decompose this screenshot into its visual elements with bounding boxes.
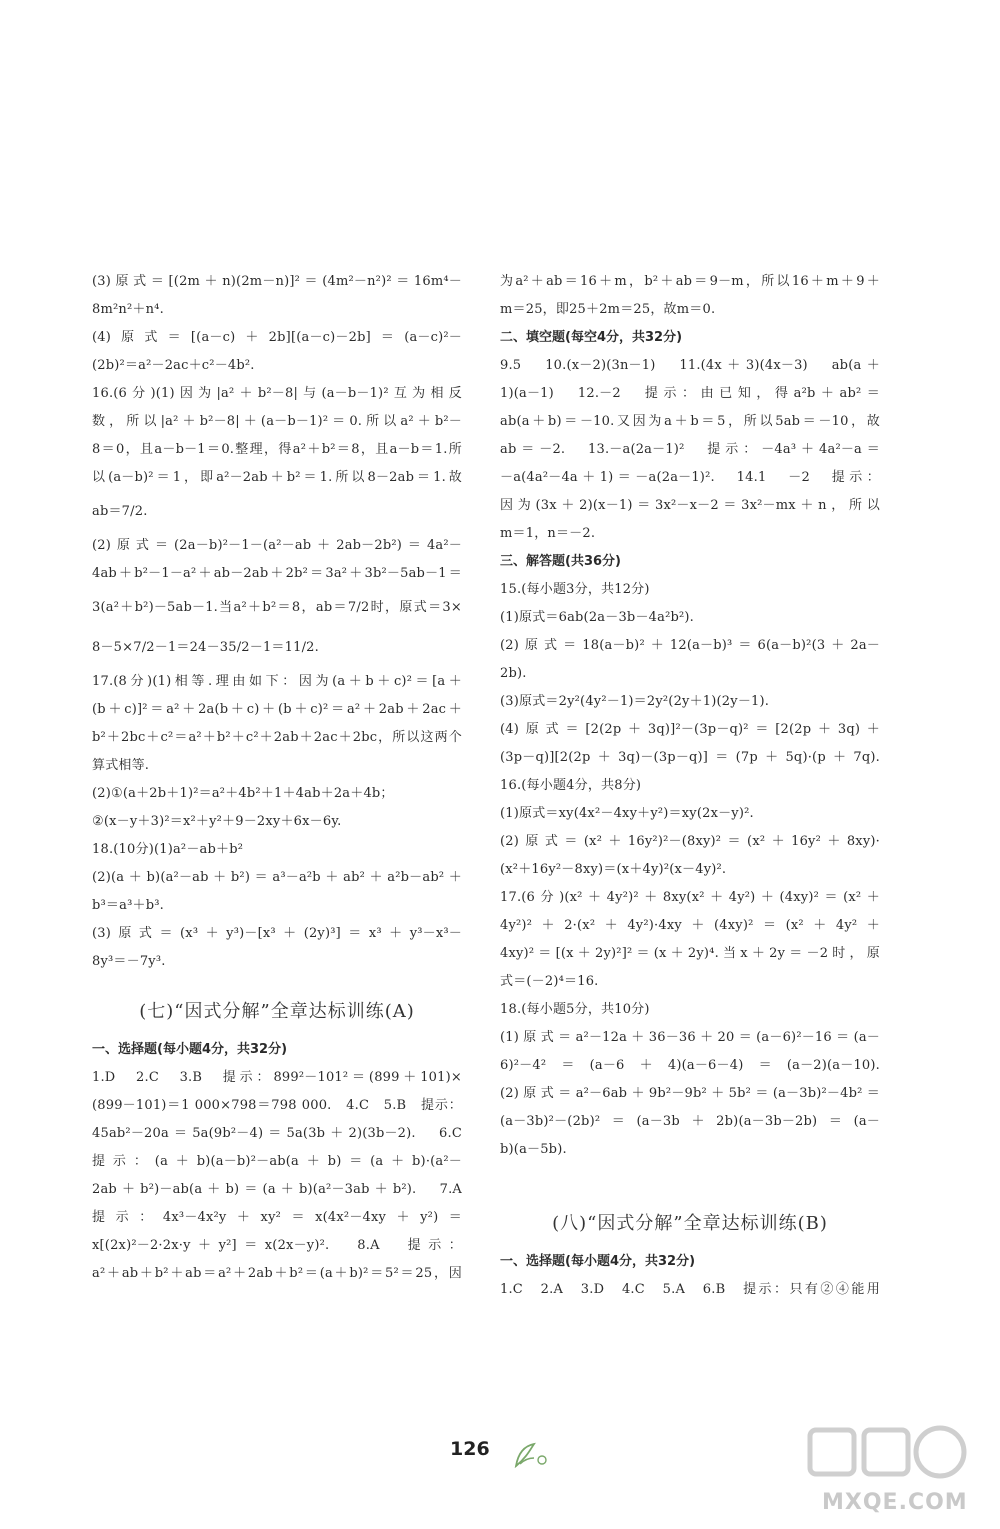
- watermark-text: MXQE.COM: [822, 1490, 968, 1515]
- text-line: (4)原式＝[2(2p＋3q)]²－(3p－q)²＝[2(2p＋3q)＋: [500, 722, 880, 737]
- text-line: (2)原式＝18(a－b)²＋12(a－b)³＝6(a－b)²(3＋2a－: [500, 638, 880, 653]
- text-line: (2)原式＝a²－6ab＋9b²－9b²＋5b²＝(a－3b)²－4b²＝: [500, 1086, 880, 1101]
- text-line: 4xy)²＝[(x＋2y)²]²＝(x＋2y)⁴.当x＋2y＝－2时，原: [500, 946, 880, 961]
- text-line: ab＝－2. 13.－a(2a－1)² 提示：－4a³＋4a²－a＝: [500, 442, 880, 457]
- text-line: 16.(每小题4分，共8分): [500, 778, 642, 793]
- text-line: 16.(6分)(1)因为|a²＋b²－8|与(a－b－1)²互为相反: [92, 386, 462, 401]
- text-line: (2)原式＝(2a－b)²－1－(a²－ab＋2ab－2b²)＝4a²－: [92, 538, 462, 553]
- text-line: 6)²－4²＝(a－6＋4)(a－6－4)＝(a－2)(a－10).: [500, 1058, 880, 1073]
- text-line: b)(a－5b).: [500, 1142, 567, 1157]
- text-line: 8m²n²＋n⁴.: [92, 302, 164, 317]
- left-answer-block-b: [92, 1064, 462, 1288]
- text-line: (a－3b)²－(2b)²＝(a－3b＋2b)(a－3b－2b)＝(a－: [500, 1114, 880, 1129]
- text-line: (4)原式＝[(a－c)＋2b][(a－c)－2b]＝(a－c)²－: [92, 330, 462, 345]
- left-answer-block-a: [92, 268, 462, 976]
- text-line: 8－5×7/2－1＝24－35/2－1＝11/2.: [92, 640, 319, 655]
- text-line: 为a²＋ab＝16＋m，b²＋ab＝9－m，所以16＋m＋9＋: [500, 274, 880, 289]
- right-answer-block-c: [500, 576, 880, 1164]
- text-line: 18.(每小题5分，共10分): [500, 1002, 650, 1017]
- text-line: 算式相等.: [92, 758, 150, 773]
- section-8-heading: 一、选择题(每小题4分，共32分): [500, 1254, 696, 1269]
- text-line: 提示：4x³－4x²y＋xy²＝x(4x²－4xy＋y²)＝: [92, 1210, 462, 1225]
- right-column: [500, 268, 880, 1304]
- text-line: 9.5 10.(x－2)(3n－1) 11.(4x＋3)(4x－3) ab(a＋: [500, 358, 880, 373]
- text-line: a²＋ab＋b²＋ab＝a²＋2ab＋b²＝(a＋b)²＝5²＝25，因: [92, 1266, 462, 1281]
- text-line: (b＋c)]²＝a²＋2a(b＋c)＋(b＋c)²＝a²＋2ab＋2ac＋: [92, 702, 462, 717]
- leaf-icon: [512, 1440, 552, 1474]
- heading-answer-questions: 三、解答题(共36分): [500, 554, 621, 569]
- text-line: ②(x－y＋3)²＝x²＋y²＋9－2xy＋6x－6y.: [92, 814, 342, 829]
- text-line: (3p－q)][2(2p＋3q)－(3p－q)]＝(7p＋5q)·(p＋7q).: [500, 750, 880, 765]
- text-line: m＝1，n＝－2.: [500, 526, 596, 541]
- text-line: (2b)²＝a²－2ac＋c²－4b².: [92, 358, 255, 373]
- right-answer-block-a: [500, 268, 880, 324]
- left-column: [92, 268, 462, 1288]
- text-line: (3)原式＝(x³＋y³)－[x³＋(2y)³]＝x³＋y³－x³－: [92, 926, 462, 941]
- right-answer-block-b: [500, 352, 880, 548]
- text-line: 8y³＝－7y³.: [92, 954, 166, 969]
- text-line: b²＋2bc＋c²＝a²＋b²＋c²＋2ab＋2ac＋2bc，所以这两个: [92, 730, 462, 745]
- text-line: (3)原式＝2y²(4y²－1)＝2y²(2y＋1)(2y－1).: [500, 694, 770, 709]
- right-answer-block-d: [500, 1276, 880, 1304]
- text-line: (3)原式＝[(2m＋n)(2m－n)]²＝(4m²－n²)²＝16m⁴－: [92, 274, 462, 289]
- text-line: (1)原式＝xy(4x²－4xy＋y²)＝xy(2x－y)².: [500, 806, 754, 821]
- text-line: 1.C 2.A 3.D 4.C 5.A 6.B 提示：只有②④能用: [500, 1282, 880, 1297]
- text-line: (2)原式＝(x²＋16y²)²－(8xy)²＝(x²＋16y²＋8xy)·: [500, 834, 880, 849]
- text-line: 式＝(－2)⁴＝16.: [500, 974, 599, 989]
- text-line: 18.(10分)(1)a²－ab＋b²: [92, 842, 244, 857]
- text-line: 4ab＋b²－1－a²＋ab－2ab＋2b²＝3a²＋3b²－5ab－1＝: [92, 566, 462, 581]
- text-line: (2)①(a＋2b＋1)²＝a²＋4b²＋1＋4ab＋2a＋4b；: [92, 786, 394, 801]
- text-line: (1)原式＝a²－12a＋36－36＋20＝(a－6)²－16＝(a－: [500, 1030, 880, 1045]
- text-line: (1)原式＝6ab(2a－3b－4a²b²).: [500, 610, 695, 625]
- text-line: 45ab²－20a＝5a(9b²－4)＝5a(3b＋2)(3b－2). 6.C: [92, 1126, 462, 1141]
- page-number: 126: [450, 1438, 490, 1460]
- text-line: 2ab＋b²)－ab(a＋b)＝(a＋b)(a²－3ab＋b²). 7.A: [92, 1182, 462, 1197]
- text-line: 2b).: [500, 666, 527, 681]
- text-line: 提示：(a＋b)(a－b)²－ab(a＋b)＝(a＋b)·(a²－: [92, 1154, 462, 1169]
- text-line: 因为(3x＋2)(x－1)＝3x²－x－2＝3x²－mx＋n，所以: [500, 498, 881, 513]
- text-line: m＝25，即25＋2m＝25，故m＝0.: [500, 302, 716, 317]
- text-line: ab(a＋b)＝－10.又因为a＋b＝5，所以5ab＝－10，故: [500, 414, 880, 429]
- text-line: (x²＋16y²－8xy)＝(x＋4y)²(x－4y)².: [500, 862, 727, 877]
- text-line: 15.(每小题3分，共12分): [500, 582, 650, 597]
- text-line: 数，所以|a²＋b²－8|＋(a－b－1)²＝0.所以a²＋b²－: [92, 414, 462, 429]
- text-line: －a(4a²－4a＋1)＝－a(2a－1)². 14.1 －2 提示：: [500, 470, 880, 485]
- text-line: b³＝a³＋b³.: [92, 898, 164, 913]
- text-line: (2)(a＋b)(a²－ab＋b²)＝a³－a²b＋ab²＋a²b－ab²＋: [92, 870, 462, 885]
- text-line: 1)(a－1) 12.－2 提示：由已知，得a²b＋ab²＝: [500, 386, 880, 401]
- text-line: 4y²)²＋2·(x²＋4y²)·4xy＋(4xy)²＝(x²＋4y²＋: [500, 918, 880, 933]
- text-line: 17.(6分)(x²＋4y²)²＋8xy(x²＋4y²)＋(4xy)²＝(x²＋: [500, 890, 880, 905]
- text-line: ab＝7/2.: [92, 504, 148, 519]
- text-line: (899－101)＝1 000×798＝798 000. 4.C 5.B 提示：: [92, 1098, 462, 1113]
- text-line: 3(a²＋b²)－5ab－1.当a²＋b²＝8，ab＝7/2时，原式＝3×: [92, 600, 462, 615]
- text-line: 以(a－b)²＝1，即a²－2ab＋b²＝1.所以8－2ab＝1.故: [92, 470, 462, 485]
- text-line: x[(2x)²－2·2x·y＋y²]＝x(2x－y)². 8.A 提示：: [92, 1238, 462, 1253]
- text-line: 1.D 2.C 3.B 提示：899²－101²＝(899＋101)×: [92, 1070, 462, 1085]
- text-line: 17.(8分)(1)相等.理由如下：因为(a＋b＋c)²＝[a＋: [92, 674, 462, 689]
- text-line: 8＝0，且a－b－1＝0.整理，得a²＋b²＝8，且a－b＝1.所: [92, 442, 462, 457]
- heading-fill-blank: 二、填空题(每空4分，共32分): [500, 330, 683, 345]
- section-7-heading: 一、选择题(每小题4分，共32分): [92, 1042, 288, 1057]
- section-8-title: (八)“因式分解”全章达标训练(B): [552, 1213, 828, 1234]
- section-7-title: (七)“因式分解”全章达标训练(A): [139, 1001, 415, 1022]
